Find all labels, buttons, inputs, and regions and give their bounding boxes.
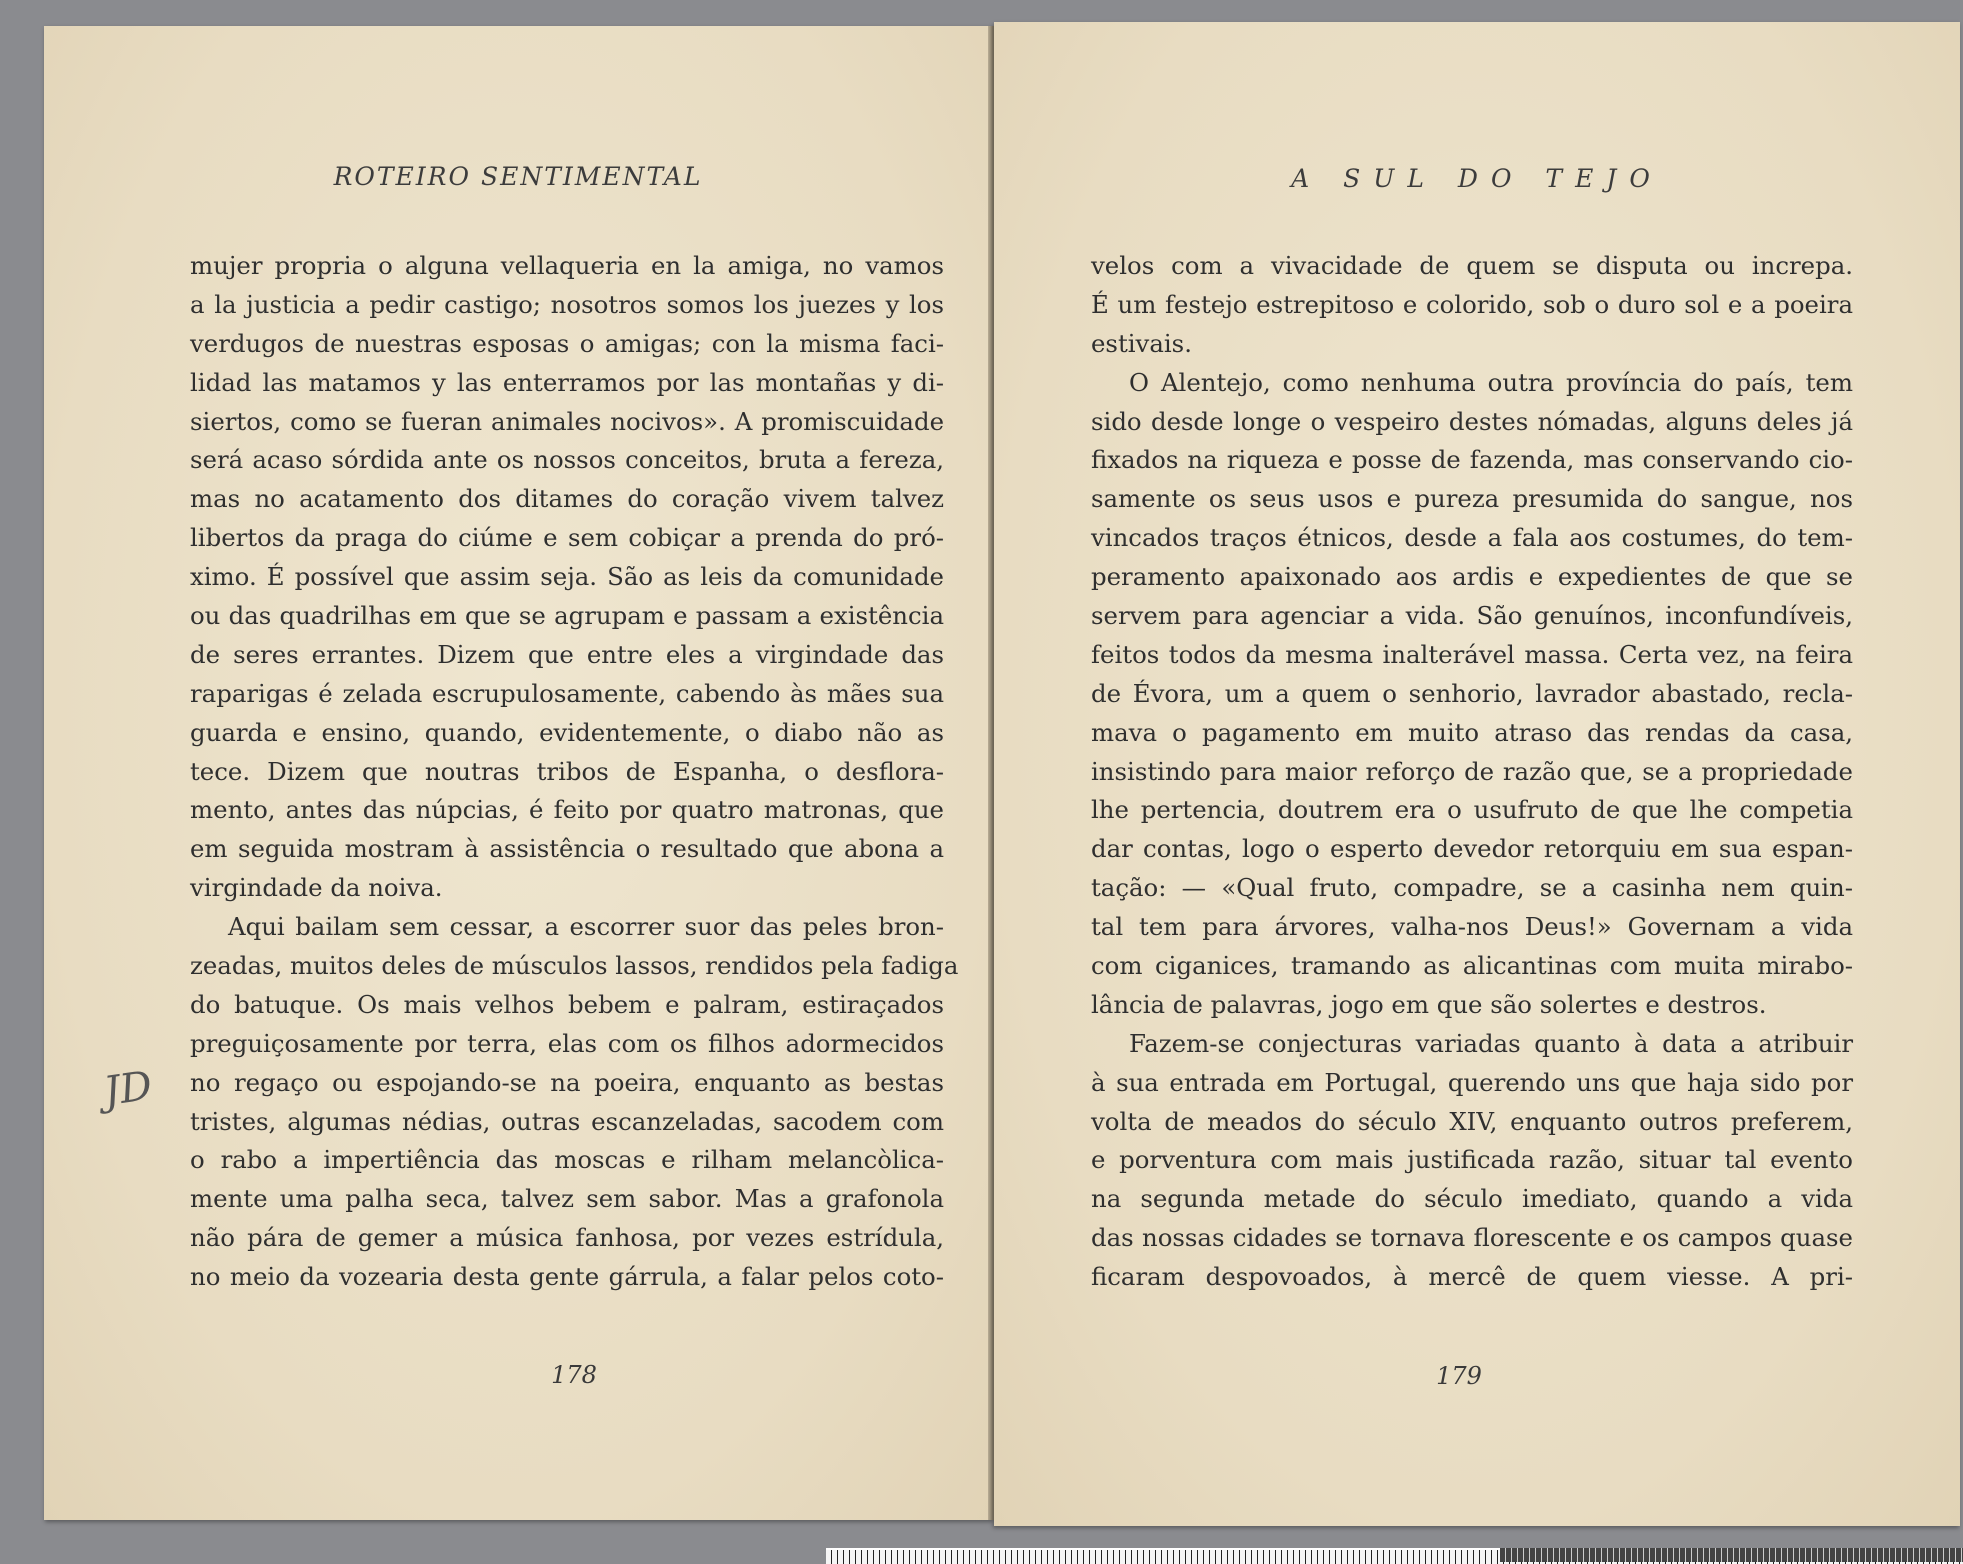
left-page [44,26,992,1520]
right-page [994,22,1960,1526]
page-number-left: 178 [551,1361,597,1389]
text-line: feitos todos da mesma inalterável massa. Certa vez, na feira [1091,639,1853,669]
text-line: virgindade da noiva. [190,873,443,903]
text-line: em seguida mostram à assistência o resultado que abona a [190,834,944,864]
text-line: estivais. [1091,328,1192,358]
text-line: no regaço ou espojando-se na poeira, enquanto as bestas [190,1067,944,1097]
scale-ruler-dark-segment [1500,1548,1963,1562]
text-line: lidad las matamos y las enterramos por las montañas y di- [190,367,944,397]
text-line: fixados na riqueza e posse de fazenda, mas conservando cio- [1091,445,1853,475]
text-line: tece. Dizem que noutras tribos de Espanha, o desflora- [190,756,944,786]
text-line: à sua entrada em Portugal, querendo uns que haja sido por [1091,1067,1853,1097]
text-line: zeadas, muitos deles de músculos lassos, rendidos pela fadiga [190,951,959,981]
running-head-right: A SUL DO TEJO [1291,164,1663,193]
text-line: e porventura com mais justificada razão, situar tal evento [1091,1145,1853,1175]
text-line: lância de palavras, jogo em que são solertes e destros. [1091,989,1767,1019]
text-line: a la justicia a pedir castigo; nosotros somos los juezes y los [190,289,944,319]
text-line: mava o pagamento em muito atraso das rendas da casa, [1091,717,1853,747]
text-line: tristes, algumas nédias, outras escanzeladas, sacodem com [190,1106,944,1136]
text-line: de seres errantes. Dizem que entre eles a virgindade das [190,639,944,669]
running-head-left: ROTEIRO SENTIMENTAL [333,162,703,191]
text-line: mas no acatamento dos ditames do coração vivem talvez [190,484,944,514]
text-line: samente os seus usos e pureza presumida do sangue, nos [1091,484,1853,514]
text-line: mente uma palha seca, talvez sem sabor. Mas a grafonola [190,1184,944,1214]
text-line: ou das quadrilhas em que se agrupam e passam a existência [190,601,944,631]
text-line: lhe pertencia, doutrem era o usufruto de que lhe competia [1091,795,1853,825]
text-line: vincados traços étnicos, desde a fala aos costumes, do tem- [1091,523,1853,553]
text-line: o rabo a impertiência das moscas e rilham melancòlica- [190,1145,944,1175]
text-line: no meio da vozearia desta gente gárrula, a falar pelos coto- [190,1262,944,1292]
text-line: mento, antes das núpcias, é feito por quatro matronas, que [190,795,944,825]
right-body-text [1091,247,1853,1297]
text-line: velos com a vivacidade de quem se disputa ou increpa. [1091,251,1853,280]
text-line: não pára de gemer a música fanhosa, por vezes estrídula, [190,1223,944,1253]
page-number-right: 179 [1436,1362,1482,1390]
text-line: preguiçosamente por terra, elas com os filhos adormecidos [190,1028,944,1058]
text-line: mujer propria o alguna vellaqueria en la amiga, no vamos [190,251,944,280]
handwritten-margin-mark: JD [101,1062,156,1116]
text-line: com ciganices, tramando as alicantinas com muita mirabo- [1091,951,1853,981]
text-line: siertos, como se fueran animales nocivos». A promiscuidade [190,406,944,436]
text-line: ficaram despovoados, à mercê de quem viesse. A pri- [1091,1262,1853,1292]
text-line: insistindo para maior reforço de razão que, se a propriedade [1091,756,1853,786]
text-line: servem para agenciar a vida. São genuínos, inconfundíveis, [1091,601,1853,631]
text-line: verdugos de nuestras esposas o amigas; con la misma faci- [190,328,944,358]
text-line: peramento apaixonado aos ardis e expedientes de que se [1091,562,1853,592]
text-line: tal tem para árvores, valha-nos Deus!» Governam a vida [1091,912,1853,942]
text-line: ximo. É possível que assim seja. São as leis da comunidade [190,562,944,592]
text-line: raparigas é zelada escrupulosamente, cabendo às mães sua [190,678,944,708]
text-line: de Évora, um a quem o senhorio, lavrador abastado, recla- [1091,678,1853,708]
text-line: tação: — «Qual fruto, compadre, se a casinha nem quin- [1091,873,1853,903]
paragraph-start-line: Fazem-se conjecturas variadas quanto à data a atribuir [1129,1028,1853,1058]
text-line: libertos da praga do ciúme e sem cobiçar a prenda do pró- [190,523,944,553]
paragraph-start-line: O Alentejo, como nenhuma outra província do país, tem [1129,367,1853,397]
text-line: será acaso sórdida ante os nossos conceitos, bruta a fereza, [190,445,944,475]
text-line: guarda e ensino, quando, evidentemente, o diabo não as [190,717,944,747]
text-line: dar contas, logo o esperto devedor retorquiu em sua espan- [1091,834,1853,864]
text-line: das nossas cidades se tornava florescente e os campos quase [1091,1223,1853,1253]
text-line: na segunda metade do século imediato, quando a vida [1091,1184,1853,1214]
paragraph-start-line: Aqui bailam sem cessar, a escorrer suor das peles bron- [228,912,944,942]
left-body-text [190,247,959,1297]
text-line: É um festejo estrepitoso e colorido, sob o duro sol e a poeira [1091,289,1853,319]
text-line: do batuque. Os mais velhos bebem e palram, estiraçados [190,989,944,1019]
text-line: sido desde longe o vespeiro destes nómadas, alguns deles já [1091,406,1853,436]
text-line: volta de meados do século XIV, enquanto outros preferem, [1091,1106,1853,1136]
